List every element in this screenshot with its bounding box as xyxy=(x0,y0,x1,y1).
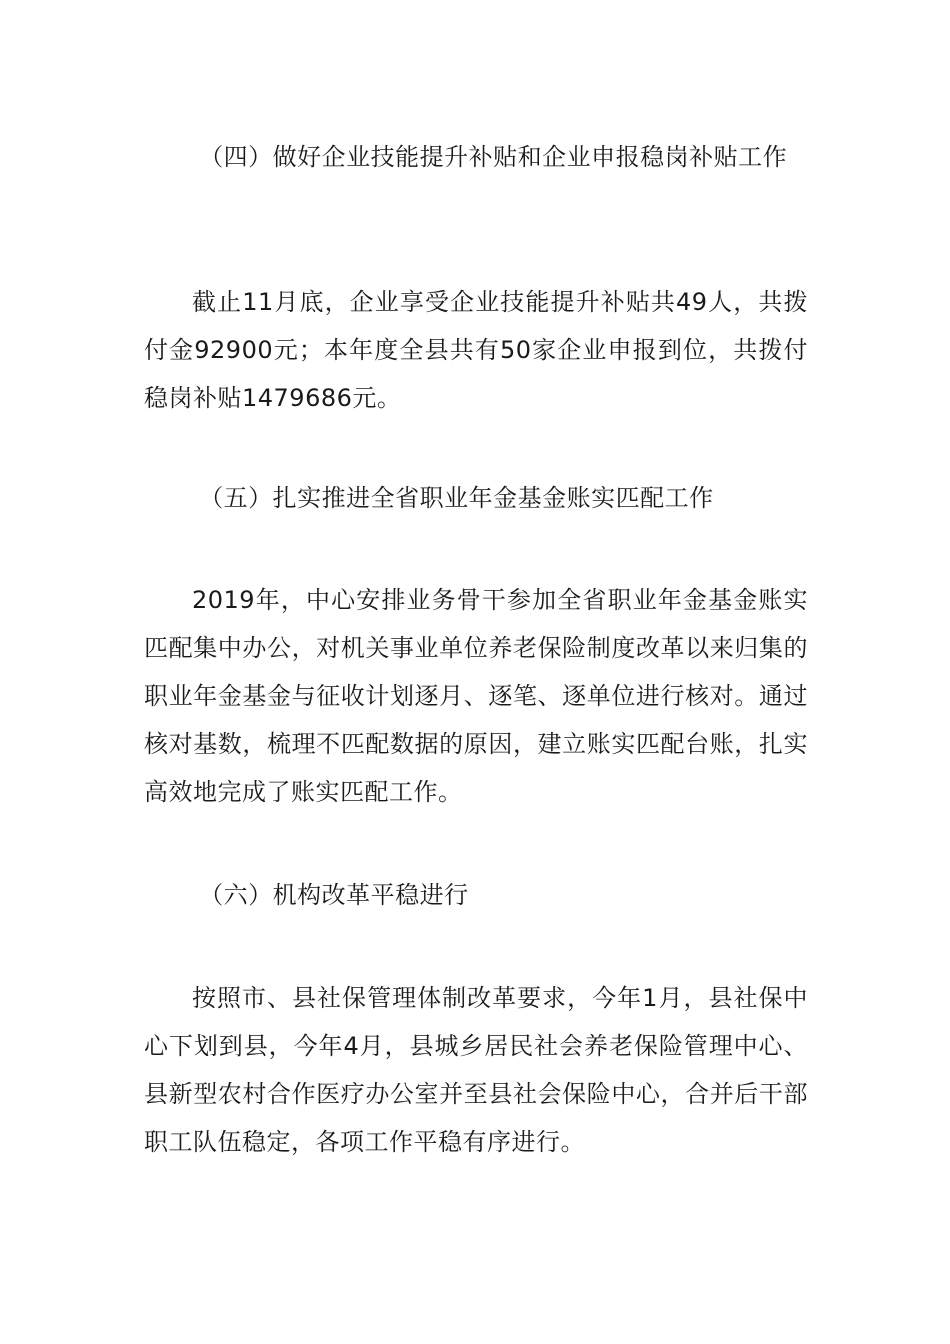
section-6-paragraph: 按照市、县社保管理体制改革要求，今年1月，县社保中心下划到县，今年4月，县城乡居民社会养老保险管理中心、县新型农村合作医疗办公室并至县社会保险中心，合并后干部职工队伍稳定，各项工作平稳有序进行。 xyxy=(144,984,808,1156)
section-5-paragraph: 2019年，中心安排业务骨干参加全省职业年金基金账实匹配集中办公，对机关事业单位养老保险制度改革以来归集的职业年金基金与征收计划逐月、逐笔、逐单位进行核对。通过核对基数，梳理不匹配数据的原因，建立账实匹配台账，扎实高效地完成了账实匹配工作。 xyxy=(144,586,808,806)
section-4-paragraph: 截止11月底，企业享受企业技能提升补贴共49人，共拨付金92900元；本年度全县共有50家企业申报到位，共拨付稳岗补贴1479686元。 xyxy=(144,288,808,412)
section-5-heading: （五）扎实推进全省职业年金基金账实匹配工作 xyxy=(199,484,714,512)
section-4-heading: （四）做好企业技能提升补贴和企业申报稳岗补贴工作 xyxy=(199,143,788,171)
section-6-heading: （六）机构改革平稳进行 xyxy=(199,881,469,909)
